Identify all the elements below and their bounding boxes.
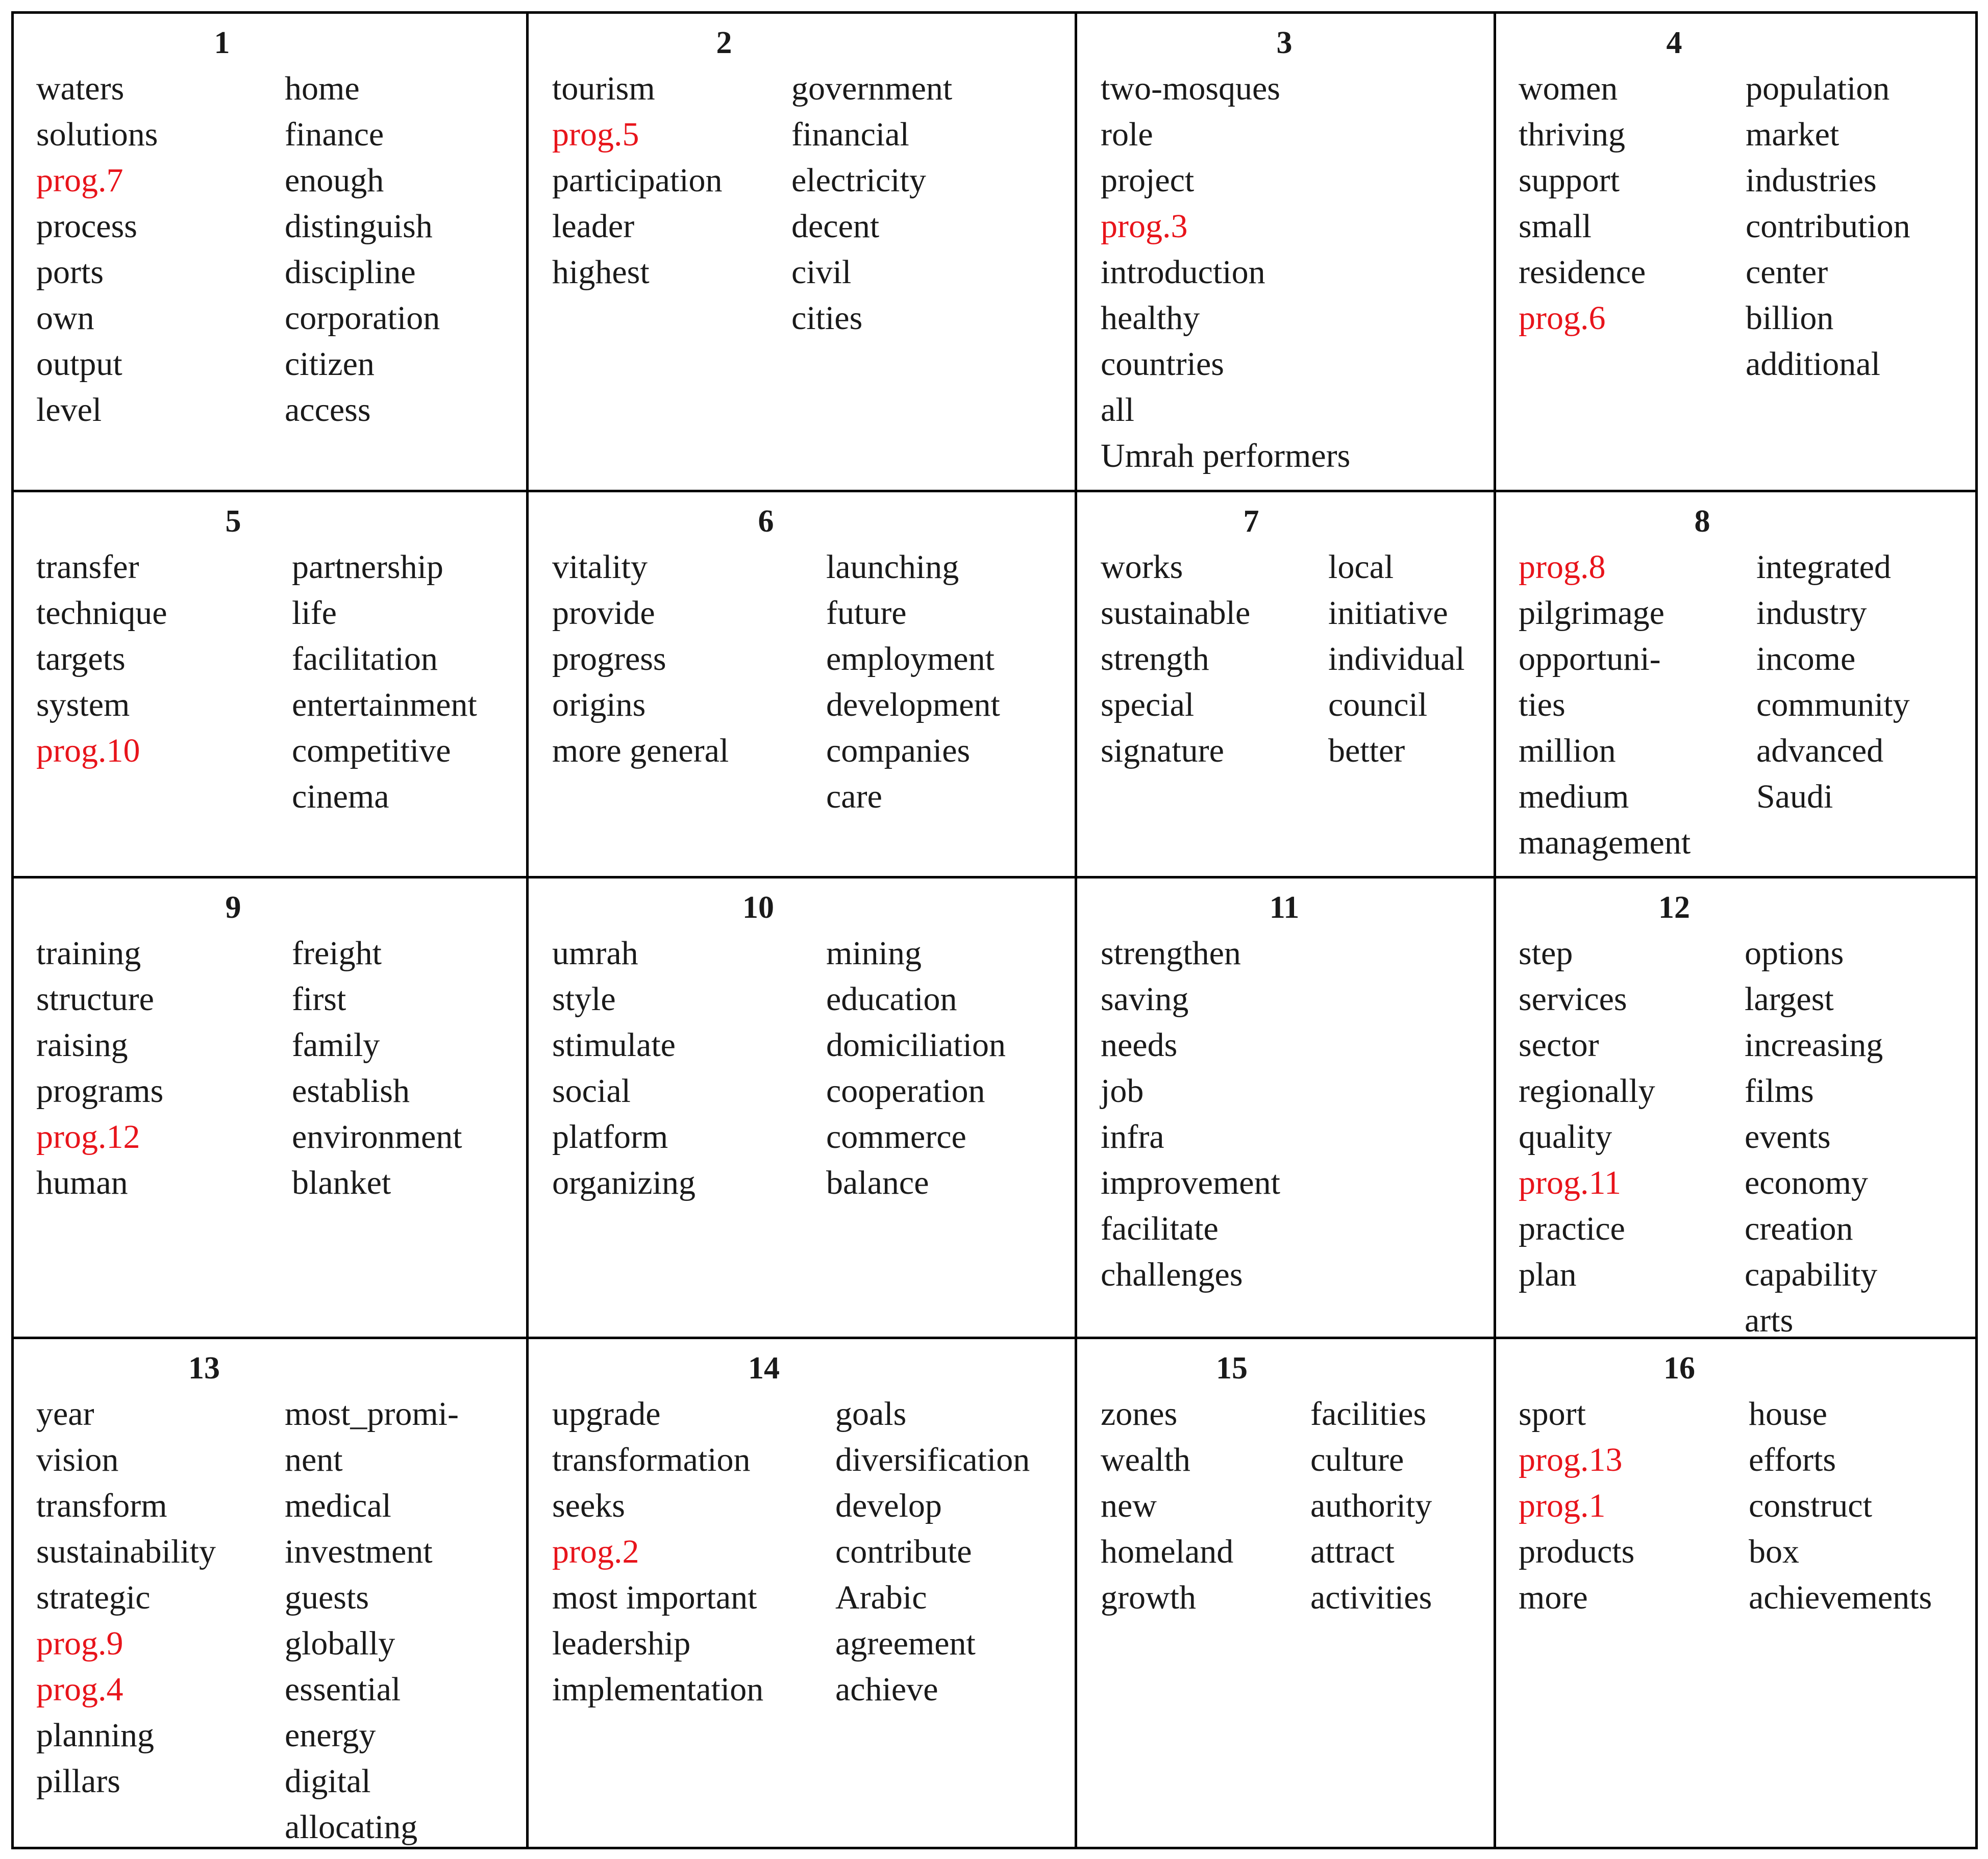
topic-word: industries	[1746, 162, 1877, 199]
topic-word: center	[1746, 254, 1828, 291]
topic-word: corporation	[285, 299, 440, 337]
topic-word: step	[1519, 935, 1573, 972]
topic-word: most_promi-	[285, 1395, 459, 1433]
topic-word: financial	[791, 116, 909, 153]
topic-word: residence	[1519, 254, 1646, 291]
topic-number: 4	[1666, 26, 1682, 60]
topic-word: most important	[552, 1579, 757, 1616]
program-label: prog.4	[36, 1671, 123, 1708]
topic-word: facilitate	[1101, 1210, 1219, 1247]
topic-word: homeland	[1101, 1533, 1234, 1570]
topic-number: 11	[1269, 890, 1300, 925]
word-column-1	[552, 66, 723, 295]
topic-word: solutions	[36, 116, 158, 153]
topic-word: capability	[1745, 1256, 1878, 1293]
topic-cell-9	[14, 878, 526, 1337]
topic-word: women	[1519, 70, 1618, 107]
topic-word: transformation	[552, 1441, 751, 1478]
topic-word: better	[1328, 732, 1405, 769]
word-column-2	[1749, 1391, 1932, 1621]
word-column-2	[835, 1391, 1030, 1713]
program-label: prog.3	[1101, 208, 1188, 245]
topic-word: efforts	[1749, 1441, 1836, 1478]
topic-word: Saudi	[1756, 778, 1833, 815]
word-column-2	[292, 544, 477, 820]
topic-word: achieve	[835, 1671, 938, 1708]
topic-word: structure	[36, 981, 154, 1018]
topic-word: pillars	[36, 1763, 120, 1800]
topic-word: activities	[1310, 1579, 1432, 1616]
word-column-1	[1519, 931, 1655, 1298]
topic-word: creation	[1745, 1210, 1853, 1247]
topic-cell-14	[529, 1339, 1075, 1847]
topic-word: cooperation	[826, 1072, 985, 1110]
topic-word: planning	[36, 1717, 154, 1754]
word-column-2	[1328, 544, 1465, 774]
topic-number: 12	[1658, 890, 1690, 925]
topic-word: products	[1519, 1533, 1635, 1570]
topic-word: electricity	[791, 162, 926, 199]
topic-word: access	[285, 391, 371, 429]
topic-word: employment	[826, 640, 995, 677]
topic-word: environment	[292, 1118, 462, 1155]
topic-word: programs	[36, 1072, 164, 1110]
word-column-1	[552, 931, 695, 1206]
topic-cell-15	[1077, 1339, 1494, 1847]
topic-word: thriving	[1519, 116, 1625, 153]
topic-word: vision	[36, 1441, 119, 1478]
topic-word: attract	[1310, 1533, 1395, 1570]
topic-word: competitive	[292, 732, 451, 769]
topic-word: job	[1101, 1072, 1144, 1110]
topic-word: increasing	[1745, 1026, 1883, 1064]
topic-cell-11	[1077, 878, 1494, 1337]
topic-word: authority	[1310, 1487, 1432, 1524]
word-column-1	[1519, 66, 1646, 341]
topic-word: government	[791, 70, 953, 107]
topic-word: establish	[292, 1072, 410, 1110]
topic-word: facilitation	[292, 640, 438, 677]
topic-word: improvement	[1101, 1164, 1280, 1201]
topic-word: style	[552, 981, 616, 1018]
topic-word: platform	[552, 1118, 668, 1155]
topic-word: strategic	[36, 1579, 151, 1616]
topic-word: million	[1519, 732, 1616, 769]
topic-word: practice	[1519, 1210, 1625, 1247]
topic-word: guests	[285, 1579, 369, 1616]
topic-word: opportuni-	[1519, 640, 1661, 677]
topic-word: community	[1756, 686, 1910, 723]
topic-word: develop	[835, 1487, 942, 1524]
topic-word: integrated	[1756, 548, 1891, 586]
topic-word: two-mosques	[1101, 70, 1280, 107]
topic-word: social	[552, 1072, 631, 1110]
topic-word: civil	[791, 254, 852, 291]
topic-word: support	[1519, 162, 1620, 199]
topic-cell-3	[1077, 14, 1494, 490]
word-column-1	[36, 931, 163, 1206]
topic-word: waters	[36, 70, 125, 107]
topic-word: finance	[285, 116, 384, 153]
topic-word: pilgrimage	[1519, 594, 1664, 632]
topic-cell-16	[1496, 1339, 1975, 1847]
topic-word: discipline	[285, 254, 416, 291]
topic-word: cities	[791, 299, 863, 337]
topic-number: 16	[1663, 1351, 1695, 1386]
topic-word: culture	[1310, 1441, 1404, 1478]
topic-word: transform	[36, 1487, 167, 1524]
topic-cell-6	[529, 492, 1075, 876]
topic-word: partnership	[292, 548, 443, 586]
topic-word: sustainability	[36, 1533, 216, 1570]
topic-number: 3	[1276, 26, 1293, 60]
topic-word: own	[36, 299, 94, 337]
topic-word: entertainment	[292, 686, 477, 723]
topic-word: strength	[1101, 640, 1209, 677]
topic-word: output	[36, 345, 122, 383]
topic-cell-1	[14, 14, 526, 490]
topic-word: sustainable	[1101, 594, 1251, 632]
topic-word: saving	[1101, 981, 1189, 1018]
word-column-1	[1519, 544, 1691, 866]
word-column-1	[1101, 931, 1280, 1298]
topic-number: 9	[225, 890, 241, 925]
topic-word: signature	[1101, 732, 1224, 769]
topic-word: ports	[36, 254, 104, 291]
topic-word: wealth	[1101, 1441, 1190, 1478]
topic-word: development	[826, 686, 1000, 723]
topic-word: tourism	[552, 70, 655, 107]
word-column-2	[285, 66, 440, 433]
topic-number: 2	[716, 26, 732, 60]
topic-word: origins	[552, 686, 646, 723]
topic-cell-10	[529, 878, 1075, 1337]
program-label: prog.8	[1519, 548, 1606, 586]
topic-word: healthy	[1101, 299, 1200, 337]
word-column-2	[1746, 66, 1910, 387]
topic-word: events	[1745, 1118, 1831, 1155]
topic-word: future	[826, 594, 907, 632]
topic-word: domiciliation	[826, 1026, 1006, 1064]
word-column-1	[36, 544, 167, 774]
topic-word: sector	[1519, 1026, 1599, 1064]
topic-word: distinguish	[285, 208, 433, 245]
topic-word: industry	[1756, 594, 1867, 632]
topic-cell-13	[14, 1339, 526, 1847]
topic-word: provide	[552, 594, 655, 632]
topic-word: system	[36, 686, 130, 723]
word-column-2	[1310, 1391, 1432, 1621]
word-column-1	[552, 544, 729, 774]
topic-word: highest	[552, 254, 650, 291]
word-column-2	[285, 1391, 459, 1847]
topic-word: box	[1749, 1533, 1799, 1570]
topic-word: growth	[1101, 1579, 1196, 1616]
topic-word: zones	[1101, 1395, 1178, 1433]
word-column-2	[791, 66, 952, 341]
topic-word: education	[826, 981, 957, 1018]
word-column-2	[826, 544, 1000, 820]
topic-word: launching	[826, 548, 959, 586]
topic-number: 8	[1694, 504, 1710, 539]
topic-cell-4	[1496, 14, 1975, 490]
topic-word: all	[1101, 391, 1134, 429]
topic-word: local	[1328, 548, 1394, 586]
topic-number: 10	[742, 890, 774, 925]
topic-word: role	[1101, 116, 1153, 153]
topic-word: largest	[1745, 981, 1834, 1018]
topic-word: population	[1746, 70, 1890, 107]
topic-word: diversification	[835, 1441, 1030, 1478]
topic-word: care	[826, 778, 882, 815]
topic-word: essential	[285, 1671, 401, 1708]
topic-word: plan	[1519, 1256, 1577, 1293]
topic-word: home	[285, 70, 360, 107]
topic-word: training	[36, 935, 141, 972]
topic-word: challenges	[1101, 1256, 1243, 1293]
topic-word: investment	[285, 1533, 433, 1570]
topic-word: council	[1328, 686, 1428, 723]
topic-word: organizing	[552, 1164, 696, 1201]
topic-word: project	[1101, 162, 1195, 199]
topic-word: facilities	[1310, 1395, 1427, 1433]
topic-cell-12	[1496, 878, 1975, 1337]
topic-word: decent	[791, 208, 880, 245]
topic-word: goals	[835, 1395, 907, 1433]
topic-word: films	[1745, 1072, 1814, 1110]
topic-cell-2	[529, 14, 1075, 490]
topic-cell-8	[1496, 492, 1975, 876]
topic-word: vitality	[552, 548, 648, 586]
topic-word: mining	[826, 935, 922, 972]
topic-number: 13	[188, 1351, 220, 1386]
program-label: prog.12	[36, 1118, 140, 1155]
topic-word: stimulate	[552, 1026, 676, 1064]
topic-word: more general	[552, 732, 729, 769]
topic-word: technique	[36, 594, 167, 632]
topic-word: year	[36, 1395, 94, 1433]
word-column-1	[1101, 1391, 1233, 1621]
topic-word: quality	[1519, 1118, 1612, 1155]
topic-word: medium	[1519, 778, 1629, 815]
topic-word: allocating	[285, 1808, 418, 1846]
topic-word: regionally	[1519, 1072, 1655, 1110]
word-column-1	[36, 1391, 216, 1804]
topic-cell-7	[1077, 492, 1494, 876]
topic-word: leader	[552, 208, 635, 245]
word-column-2	[1756, 544, 1910, 820]
topic-word: nent	[285, 1441, 343, 1478]
topic-word: digital	[285, 1763, 371, 1800]
program-label: prog.5	[552, 116, 639, 153]
topic-word: Arabic	[835, 1579, 927, 1616]
topic-word: contribution	[1746, 208, 1910, 245]
topic-word: initiative	[1328, 594, 1448, 632]
topic-word: new	[1101, 1487, 1157, 1524]
topic-word: more	[1519, 1579, 1588, 1616]
topic-word: Umrah performers	[1101, 437, 1351, 474]
program-label: prog.9	[36, 1625, 123, 1662]
topic-word: arts	[1745, 1302, 1794, 1337]
topic-word: citizen	[285, 345, 375, 383]
topic-word: implementation	[552, 1671, 764, 1708]
topic-word: countries	[1101, 345, 1224, 383]
topic-word: leadership	[552, 1625, 691, 1662]
topic-word: first	[292, 981, 346, 1018]
topic-word: income	[1756, 640, 1856, 677]
topic-word: upgrade	[552, 1395, 661, 1433]
topic-word: contribute	[835, 1533, 972, 1570]
topic-word: umrah	[552, 935, 638, 972]
topic-number: 15	[1216, 1351, 1248, 1386]
topic-word: targets	[36, 640, 126, 677]
program-label: prog.13	[1519, 1441, 1623, 1478]
word-column-2	[292, 931, 462, 1206]
topic-word: energy	[285, 1717, 376, 1754]
topic-word: individual	[1328, 640, 1465, 677]
topic-word: cinema	[292, 778, 389, 815]
topic-word: works	[1101, 548, 1183, 586]
topic-word: ties	[1519, 686, 1565, 723]
table-border-right	[1975, 11, 1978, 1849]
topic-word: construct	[1749, 1487, 1872, 1524]
topic-word: human	[36, 1164, 128, 1201]
topic-word: enough	[285, 162, 384, 199]
topic-word: introduction	[1101, 254, 1265, 291]
topic-word: life	[292, 594, 337, 632]
topic-word: small	[1519, 208, 1592, 245]
topic-word: billion	[1746, 299, 1834, 337]
word-column-1	[1519, 1391, 1634, 1621]
topic-word: seeks	[552, 1487, 625, 1524]
program-label: prog.10	[36, 732, 140, 769]
topic-word: services	[1519, 981, 1627, 1018]
topic-number: 14	[748, 1351, 780, 1386]
word-column-2	[826, 931, 1006, 1206]
topic-word: globally	[285, 1625, 395, 1662]
topic-word: management	[1519, 824, 1691, 861]
program-label: prog.11	[1519, 1164, 1622, 1201]
topic-number: 1	[214, 26, 230, 60]
topic-word: sport	[1519, 1395, 1586, 1433]
topic-word: strengthen	[1101, 935, 1241, 972]
topic-word: economy	[1745, 1164, 1868, 1201]
topic-number: 7	[1243, 504, 1259, 539]
topic-word: house	[1749, 1395, 1827, 1433]
topic-word: raising	[36, 1026, 128, 1064]
topic-word: companies	[826, 732, 971, 769]
topic-word: achievements	[1749, 1579, 1932, 1616]
topic-word: family	[292, 1026, 380, 1064]
word-column-1	[1101, 544, 1250, 774]
word-column-2	[1745, 931, 1883, 1337]
topic-number: 6	[758, 504, 774, 539]
program-label: prog.7	[36, 162, 123, 199]
topic-word: advanced	[1756, 732, 1884, 769]
program-label: prog.2	[552, 1533, 639, 1570]
topic-word: needs	[1101, 1026, 1178, 1064]
topic-word: level	[36, 391, 102, 429]
topic-word: special	[1101, 686, 1195, 723]
topic-word: infra	[1101, 1118, 1164, 1155]
topic-word: progress	[552, 640, 666, 677]
topic-word: transfer	[36, 548, 139, 586]
topic-word: commerce	[826, 1118, 966, 1155]
word-column-1	[1101, 66, 1350, 479]
topic-word: options	[1745, 935, 1844, 972]
topic-word: medical	[285, 1487, 391, 1524]
topic-word: balance	[826, 1164, 929, 1201]
topic-number: 5	[225, 504, 241, 539]
word-column-1	[36, 66, 158, 433]
topic-cell-5	[14, 492, 526, 876]
table-border-bottom	[11, 1847, 1978, 1849]
word-column-1	[552, 1391, 763, 1713]
topic-word: blanket	[292, 1164, 391, 1201]
topic-word: additional	[1746, 345, 1880, 383]
topic-word: freight	[292, 935, 382, 972]
program-label: prog.6	[1519, 299, 1606, 337]
topic-word: agreement	[835, 1625, 976, 1662]
program-label: prog.1	[1519, 1487, 1606, 1524]
topic-word: process	[36, 208, 137, 245]
topic-word: participation	[552, 162, 723, 199]
topic-word: market	[1746, 116, 1840, 153]
